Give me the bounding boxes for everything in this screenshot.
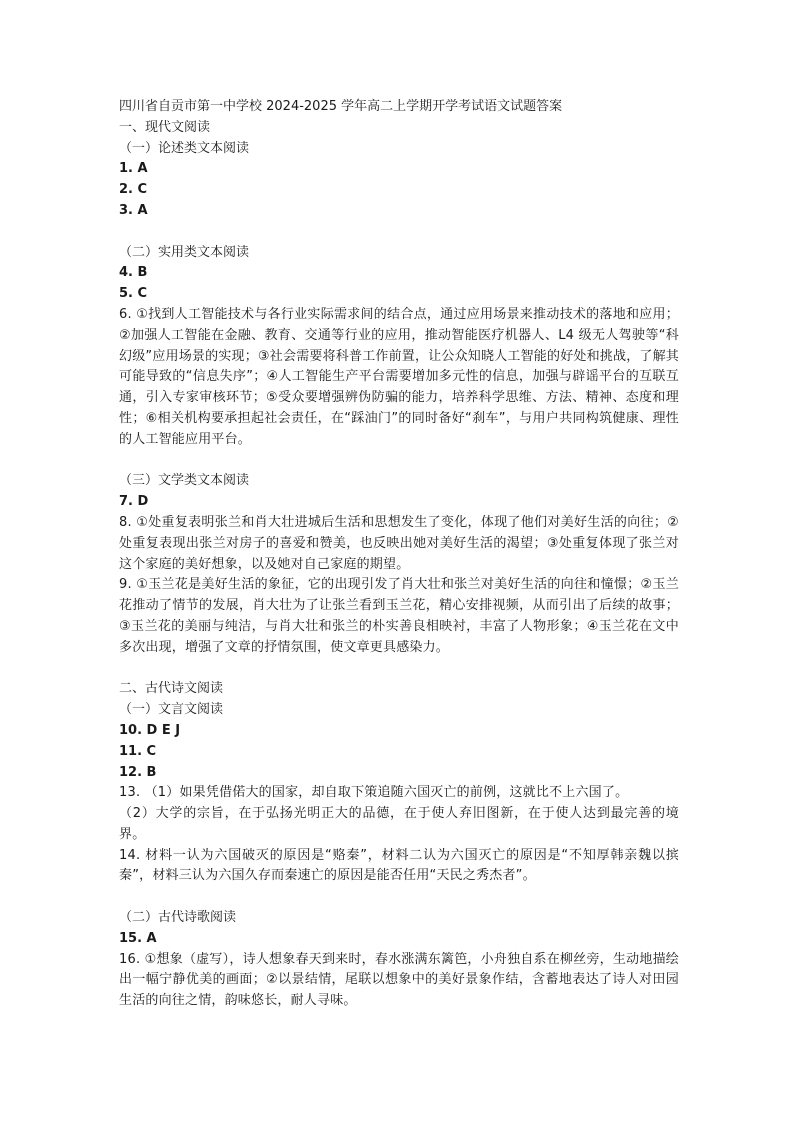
- section-heading: 一、现代文阅读: [119, 119, 211, 135]
- answer-paragraph: 16. ①想象（虚写），诗人想象春天到来时，春水涨满东篱笆，小舟独自系在柳丝旁，生动地描绘出一幅宁静优美的画面；②以景结情，尾联以想象中的美好景象作结，含蓄地表达了诗人对田园生活的向往之情，韵味悠长，耐人寻味。: [119, 951, 679, 1009]
- answer-item: 12. B: [119, 764, 157, 780]
- spacer: [119, 451, 679, 472]
- answer-paragraph: （2）大学的宗旨，在于弘扬光明正大的品德，在于使人弃旧图新，在于使人达到最完善的境界。: [119, 806, 679, 842]
- subsection-heading: （二）古代诗歌阅读: [119, 910, 237, 926]
- spacer: [119, 659, 679, 680]
- answer-item: 1. A: [119, 161, 148, 177]
- answer-item: 5. C: [119, 286, 148, 302]
- document-title: 四川省自贡市第一中学校 2024-2025 学年高二上学期开学考试语文试题答案: [119, 99, 563, 114]
- answer-paragraph: 13. （1）如果凭借偌大的国家，却自取下策追随六国灭亡的前例，这就比不上六国了。: [119, 785, 629, 801]
- subsection-heading: （一）文言文阅读: [119, 702, 224, 718]
- answer-item: 15. A: [119, 930, 157, 946]
- answer-document: [119, 97, 679, 1012]
- section-heading: 二、古代诗文阅读: [119, 681, 224, 697]
- answer-item: 10. D E J: [119, 722, 181, 738]
- answer-item: 7. D: [119, 494, 149, 510]
- answer-item: 2. C: [119, 182, 148, 198]
- answer-paragraph: 6. ①找到人工智能技术与各行业实际需求间的结合点，通过应用场景来推动技术的落地和应用；②加强人工智能在金融、教育、交通等行业的应用，推动智能医疗机器人、L4 级无人驾驶等“科幻级”应用场景的实现；③社会需要将科普工作前置，让公众知晓人工智能的好处和挑战，了解其可能导致的“信息失序”；④人工智能生产平台需要增加多元性的信息，加强与辟谣平台的互联互通，引入专家审核环节；⑤受众要增强辨伪防骗的能力，培养科学思维、方法、精神、态度和理性；⑥相关机构要承担起社会责任，在“踩油门”的同时备好“刹车”，与用户共同构筑健康、理性的人工智能应用平台。: [119, 306, 679, 447]
- answer-paragraph: 14. 材料一认为六国破灭的原因是“赂秦”，材料二认为六国灭亡的原因是“不知厚韩亲魏以摈秦”，材料三认为六国久存而秦速亡的原因是能否任用“天民之秀杰者”。: [119, 847, 679, 884]
- subsection-heading: （三）文学类文本阅读: [119, 473, 250, 489]
- subsection-heading: （一）论述类文本阅读: [119, 140, 250, 156]
- answer-paragraph: 9. ①玉兰花是美好生活的象征，它的出现引发了肖大壮和张兰对美好生活的向往和憧憬；②玉兰花推动了情节的发展，肖大壮为了让张兰看到玉兰花，精心安排视频，从而引出了后续的故事；③玉兰花的美丽与纯洁，与肖大壮和张兰的朴实善良相映衬，丰富了人物形象；④玉兰花在文中多次出现，增强了文章的抒情氛围，使文章更具感染力。: [119, 577, 679, 655]
- spacer: [119, 222, 679, 243]
- answer-paragraph: 8. ①处重复表明张兰和肖大壮进城后生活和思想发生了变化，体现了他们对美好生活的向往；②处重复表现出张兰对房子的喜爱和赞美，也反映出她对美好生活的渴望；③处重复体现了张兰对这个家庭的美好想象，以及她对自己家庭的期望。: [119, 514, 679, 572]
- answer-item: 4. B: [119, 265, 148, 281]
- answer-item: 11. C: [119, 743, 157, 759]
- subsection-heading: （二）实用类文本阅读: [119, 244, 250, 260]
- answer-item: 3. A: [119, 202, 148, 218]
- spacer: [119, 887, 679, 908]
